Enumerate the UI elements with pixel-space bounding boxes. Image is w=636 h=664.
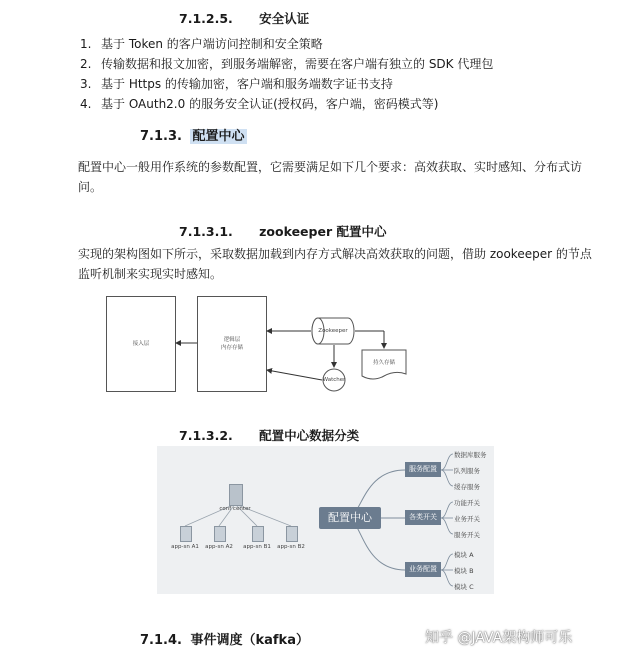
heading-7-1-4 <box>140 629 309 648</box>
heading-number: 7.1.3. <box>140 129 182 144</box>
app-node-icon <box>214 526 226 542</box>
app-label: app-sn B2 <box>277 544 305 550</box>
heading-title: 事件调度（kafka） <box>190 633 309 648</box>
app-node-icon <box>180 526 192 542</box>
app-node-icon <box>286 526 298 542</box>
leaf-label: 业务开关 <box>454 515 480 523</box>
server-icon <box>229 484 243 506</box>
app-node-icon <box>252 526 264 542</box>
access-layer-box: 接入层 <box>106 296 176 392</box>
heading-number: 7.1.4. <box>140 633 182 648</box>
watermark: 知乎 @JAVA架构师可乐 <box>425 630 573 646</box>
intro-paragraph-line1: 配置中心一般用作系统的参数配置，它需要满足如下几个要求：高效获取、实时感知、分布式访 <box>78 160 583 174</box>
mindmap-center-node: 配置中心 <box>319 507 381 529</box>
zk-desc-line2: 监听机制来实现实时感知。 <box>78 267 223 281</box>
config-mindmap-figure <box>157 446 494 594</box>
heading-number: 7.1.2.5. <box>179 11 233 26</box>
logic-layer-box: 逻辑层 内存存储 <box>197 296 267 392</box>
heading-title: 安全认证 <box>259 11 310 26</box>
list-item: 4. 基于 OAuth2.0 的服务安全认证(授权码，客户端，密码模式等) <box>80 97 439 111</box>
persist-label: 持久存储 <box>372 360 395 366</box>
app-label: app-sn B1 <box>243 544 271 550</box>
intro-paragraph-line2: 问。 <box>78 180 103 194</box>
leaf-label: 模块 A <box>454 551 474 559</box>
leaf-label: 模块 B <box>454 567 474 575</box>
leaf-label: 功能开关 <box>454 499 480 507</box>
branch-switches: 各类开关 <box>405 510 441 525</box>
heading-number: 7.1.3.1. <box>179 224 233 239</box>
heading-title: zookeeper 配置中心 <box>259 224 387 239</box>
heading-title: 配置中心数据分类 <box>259 428 360 443</box>
topology-center-label: conf center <box>219 506 251 512</box>
leaf-label: 数据库服务 <box>454 451 487 459</box>
list-item: 3. 基于 Https 的传输加密，客户端和服务端数字证书支持 <box>80 77 393 91</box>
watcher-label: Watcher <box>322 377 346 383</box>
zk-desc-line1: 实现的架构图如下所示，采取数据加载到内存方式解决高效获取的问题，借助 zookeeper 的节点 <box>78 247 592 261</box>
heading-title: 配置中心 <box>192 129 245 144</box>
zookeeper-label: Zookeeper <box>318 328 348 334</box>
app-label: app-sn A2 <box>205 544 233 550</box>
branch-service-config: 服务配置 <box>405 462 441 477</box>
list-item: 2. 传输数据和报文加密，到服务端解密，需要在客户端有独立的 SDK 代理包 <box>80 57 494 71</box>
leaf-label: 缓存服务 <box>454 483 480 491</box>
leaf-label: 队列服务 <box>454 467 480 475</box>
app-label: app-sn A1 <box>171 544 199 550</box>
branch-business-config: 业务配置 <box>405 562 441 577</box>
list-item: 1. 基于 Token 的客户端访问控制和安全策略 <box>80 37 323 51</box>
heading-number: 7.1.3.2. <box>179 428 233 443</box>
leaf-label: 模块 C <box>454 583 474 591</box>
leaf-label: 服务开关 <box>454 531 480 539</box>
heading-7-1-3-2 <box>179 426 359 444</box>
